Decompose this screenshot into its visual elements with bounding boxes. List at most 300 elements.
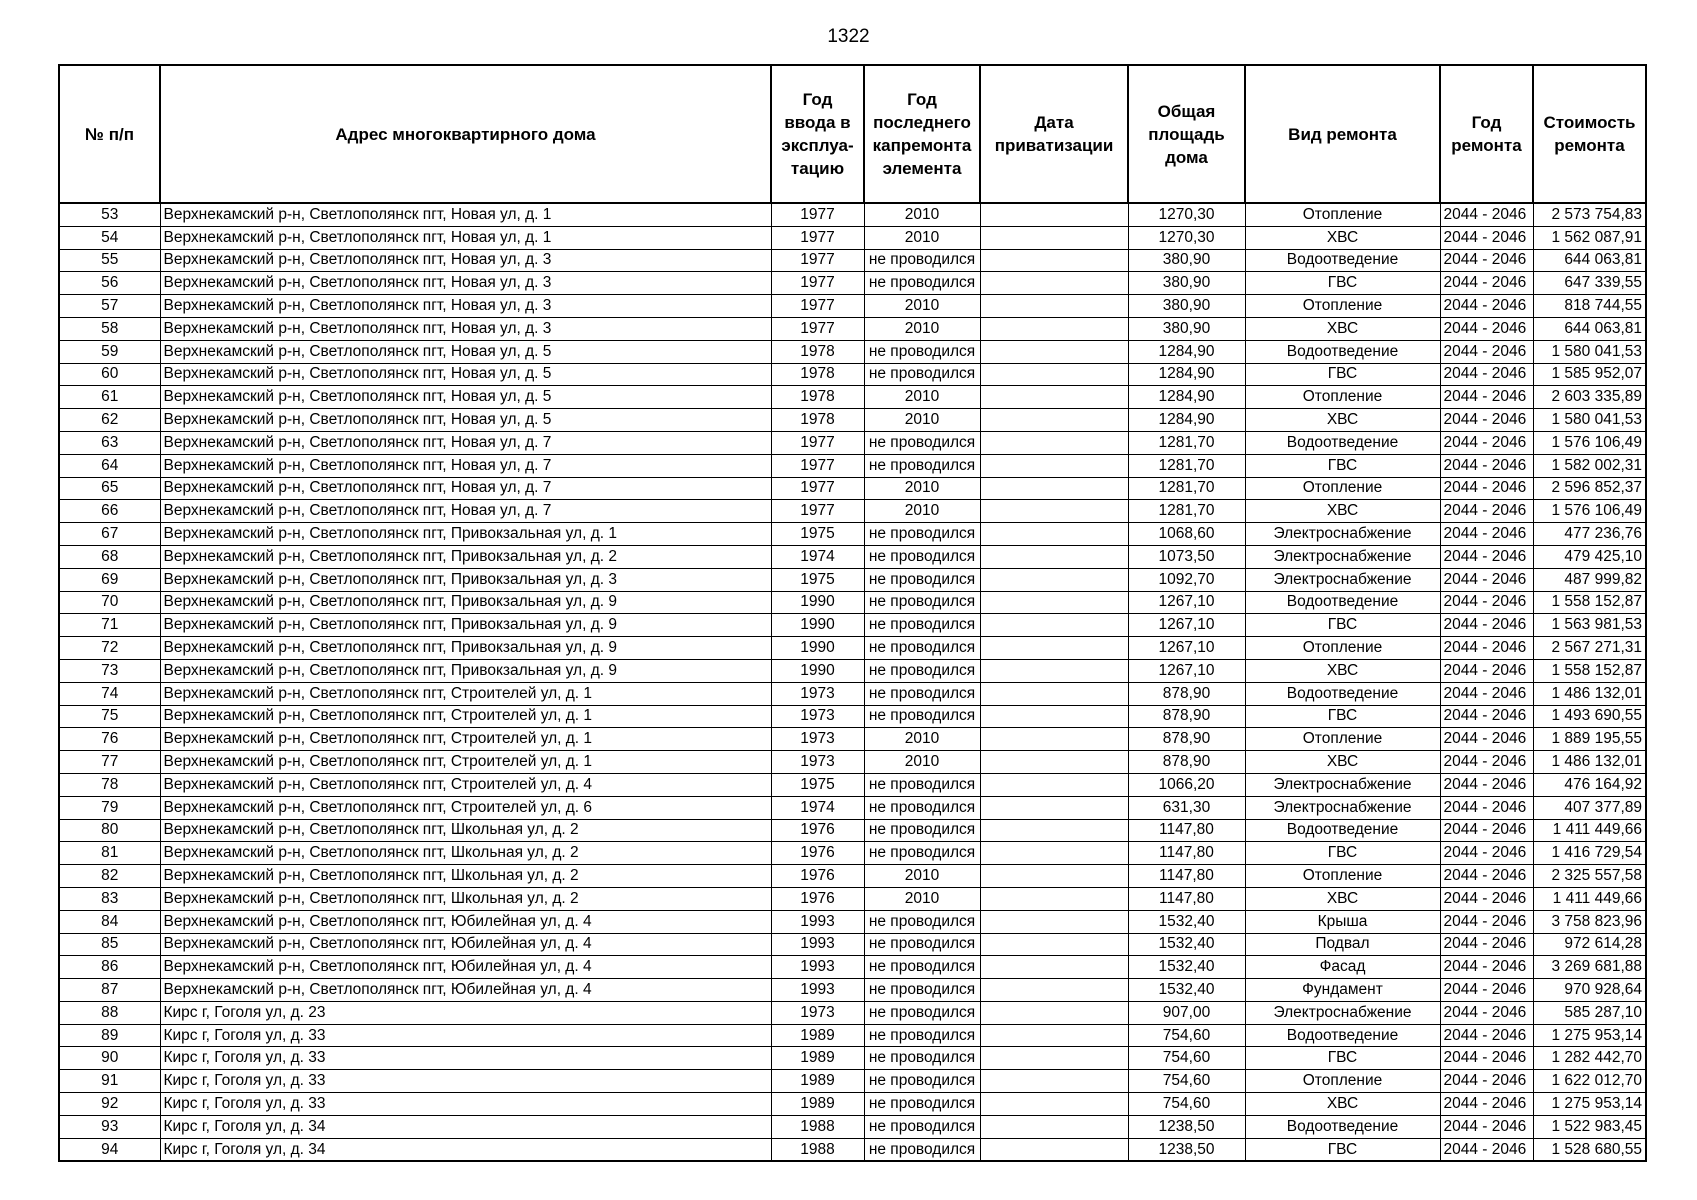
header-cost: Стоимость ремонта	[1533, 65, 1646, 203]
cell-address: Верхнекамский р-н, Светлополянск пгт, Юбилейная ул, д. 4	[160, 956, 771, 979]
cell-privatization	[980, 1115, 1128, 1138]
table-row	[59, 796, 1646, 819]
cell-num: 61	[59, 386, 160, 409]
table-row	[59, 910, 1646, 933]
cell-repair-type: Крыша	[1245, 910, 1440, 933]
cell-repair-type: Водоотведение	[1245, 682, 1440, 705]
cell-address: Верхнекамский р-н, Светлополянск пгт, Новая ул, д. 5	[160, 363, 771, 386]
cell-repair-year: 2044 - 2046	[1440, 568, 1533, 591]
cell-repair-year: 2044 - 2046	[1440, 865, 1533, 888]
cell-year-built: 1975	[771, 773, 864, 796]
cell-privatization	[980, 295, 1128, 318]
header-year-built: Год ввода в эксплуа- тацию	[771, 65, 864, 203]
cell-last-repair: 2010	[864, 500, 980, 523]
header-last-repair: Год последнего капремонта элемента	[864, 65, 980, 203]
cell-year-built: 1973	[771, 751, 864, 774]
cell-address: Верхнекамский р-н, Светлополянск пгт, Школьная ул, д. 2	[160, 819, 771, 842]
cell-year-built: 1989	[771, 1093, 864, 1116]
cell-num: 55	[59, 249, 160, 272]
cell-year-built: 1988	[771, 1115, 864, 1138]
cell-cost: 477 236,76	[1533, 523, 1646, 546]
cell-repair-year: 2044 - 2046	[1440, 272, 1533, 295]
cell-year-built: 1973	[771, 1001, 864, 1024]
table-row	[59, 249, 1646, 272]
cell-cost: 972 614,28	[1533, 933, 1646, 956]
cell-cost: 1 275 953,14	[1533, 1024, 1646, 1047]
cell-repair-year: 2044 - 2046	[1440, 1115, 1533, 1138]
cell-area: 1270,30	[1128, 226, 1245, 249]
cell-area: 1073,50	[1128, 545, 1245, 568]
cell-num: 82	[59, 865, 160, 888]
cell-repair-year: 2044 - 2046	[1440, 295, 1533, 318]
cell-repair-year: 2044 - 2046	[1440, 409, 1533, 432]
cell-privatization	[980, 545, 1128, 568]
cell-privatization	[980, 568, 1128, 591]
cell-area: 1147,80	[1128, 819, 1245, 842]
cell-area: 1147,80	[1128, 865, 1245, 888]
cell-privatization	[980, 910, 1128, 933]
header-repair-year: Год ремонта	[1440, 65, 1533, 203]
table-row	[59, 705, 1646, 728]
cell-privatization	[980, 317, 1128, 340]
cell-last-repair: не проводился	[864, 637, 980, 660]
cell-last-repair: не проводился	[864, 545, 980, 568]
cell-last-repair: 2010	[864, 317, 980, 340]
cell-privatization	[980, 819, 1128, 842]
cell-address: Верхнекамский р-н, Светлополянск пгт, Привокзальная ул, д. 9	[160, 637, 771, 660]
cell-repair-type: ГВС	[1245, 363, 1440, 386]
cell-repair-type: ГВС	[1245, 614, 1440, 637]
cell-address: Верхнекамский р-н, Светлополянск пгт, Новая ул, д. 5	[160, 386, 771, 409]
cell-address: Кирс г, Гоголя ул, д. 34	[160, 1115, 771, 1138]
cell-num: 91	[59, 1070, 160, 1093]
cell-cost: 644 063,81	[1533, 317, 1646, 340]
cell-privatization	[980, 1138, 1128, 1161]
cell-year-built: 1977	[771, 500, 864, 523]
cell-repair-type: ХВС	[1245, 887, 1440, 910]
cell-num: 63	[59, 431, 160, 454]
cell-privatization	[980, 203, 1128, 226]
cell-address: Верхнекамский р-н, Светлополянск пгт, Новая ул, д. 7	[160, 500, 771, 523]
cell-address: Верхнекамский р-н, Светлополянск пгт, Новая ул, д. 5	[160, 409, 771, 432]
cell-last-repair: 2010	[864, 203, 980, 226]
table-header	[59, 65, 1646, 203]
cell-cost: 1 576 106,49	[1533, 431, 1646, 454]
cell-repair-type: ГВС	[1245, 1138, 1440, 1161]
table-row	[59, 523, 1646, 546]
cell-year-built: 1977	[771, 454, 864, 477]
cell-address: Верхнекамский р-н, Светлополянск пгт, Новая ул, д. 1	[160, 226, 771, 249]
table-row	[59, 751, 1646, 774]
cell-privatization	[980, 340, 1128, 363]
cell-num: 81	[59, 842, 160, 865]
cell-area: 1270,30	[1128, 203, 1245, 226]
cell-privatization	[980, 979, 1128, 1002]
cell-address: Верхнекамский р-н, Светлополянск пгт, Привокзальная ул, д. 9	[160, 659, 771, 682]
cell-address: Верхнекамский р-н, Светлополянск пгт, Строителей ул, д. 1	[160, 728, 771, 751]
cell-num: 53	[59, 203, 160, 226]
cell-year-built: 1988	[771, 1138, 864, 1161]
cell-last-repair: не проводился	[864, 1093, 980, 1116]
cell-repair-type: ХВС	[1245, 1093, 1440, 1116]
cell-last-repair: 2010	[864, 409, 980, 432]
cell-repair-type: Отопление	[1245, 295, 1440, 318]
cell-repair-type: Подвал	[1245, 933, 1440, 956]
cell-area: 878,90	[1128, 682, 1245, 705]
cell-repair-type: Отопление	[1245, 1070, 1440, 1093]
cell-repair-type: Фундамент	[1245, 979, 1440, 1002]
cell-area: 1267,10	[1128, 659, 1245, 682]
cell-year-built: 1974	[771, 545, 864, 568]
cell-year-built: 1993	[771, 956, 864, 979]
cell-repair-type: Водоотведение	[1245, 591, 1440, 614]
cell-last-repair: не проводился	[864, 682, 980, 705]
cell-num: 92	[59, 1093, 160, 1116]
cell-last-repair: не проводился	[864, 249, 980, 272]
cell-address: Верхнекамский р-н, Светлополянск пгт, Строителей ул, д. 1	[160, 751, 771, 774]
table-row	[59, 1070, 1646, 1093]
cell-year-built: 1978	[771, 363, 864, 386]
cell-privatization	[980, 1024, 1128, 1047]
cell-cost: 1 585 952,07	[1533, 363, 1646, 386]
cell-num: 85	[59, 933, 160, 956]
table-row	[59, 295, 1646, 318]
cell-cost: 487 999,82	[1533, 568, 1646, 591]
cell-last-repair: не проводился	[864, 842, 980, 865]
cell-num: 79	[59, 796, 160, 819]
cell-year-built: 1976	[771, 887, 864, 910]
cell-cost: 1 528 680,55	[1533, 1138, 1646, 1161]
cell-area: 907,00	[1128, 1001, 1245, 1024]
cell-cost: 3 758 823,96	[1533, 910, 1646, 933]
cell-repair-year: 2044 - 2046	[1440, 1138, 1533, 1161]
cell-repair-type: Водоотведение	[1245, 431, 1440, 454]
cell-cost: 1 282 442,70	[1533, 1047, 1646, 1070]
cell-last-repair: не проводился	[864, 1001, 980, 1024]
cell-year-built: 1989	[771, 1047, 864, 1070]
cell-cost: 3 269 681,88	[1533, 956, 1646, 979]
table-row	[59, 431, 1646, 454]
cell-repair-year: 2044 - 2046	[1440, 637, 1533, 660]
cell-num: 70	[59, 591, 160, 614]
cell-privatization	[980, 1093, 1128, 1116]
cell-year-built: 1990	[771, 637, 864, 660]
cell-privatization	[980, 751, 1128, 774]
cell-last-repair: не проводился	[864, 1138, 980, 1161]
cell-repair-year: 2044 - 2046	[1440, 477, 1533, 500]
cell-repair-year: 2044 - 2046	[1440, 545, 1533, 568]
table-row	[59, 637, 1646, 660]
cell-repair-type: ГВС	[1245, 1047, 1440, 1070]
cell-area: 1532,40	[1128, 979, 1245, 1002]
cell-address: Верхнекамский р-н, Светлополянск пгт, Юбилейная ул, д. 4	[160, 910, 771, 933]
cell-area: 754,60	[1128, 1047, 1245, 1070]
cell-address: Верхнекамский р-н, Светлополянск пгт, Новая ул, д. 7	[160, 431, 771, 454]
cell-year-built: 1977	[771, 203, 864, 226]
cell-cost: 1 411 449,66	[1533, 819, 1646, 842]
cell-repair-year: 2044 - 2046	[1440, 842, 1533, 865]
cell-privatization	[980, 933, 1128, 956]
cell-repair-year: 2044 - 2046	[1440, 1093, 1533, 1116]
cell-cost: 2 603 335,89	[1533, 386, 1646, 409]
cell-year-built: 1977	[771, 295, 864, 318]
cell-cost: 2 596 852,37	[1533, 477, 1646, 500]
table-row	[59, 1138, 1646, 1161]
table-row	[59, 1093, 1646, 1116]
cell-repair-type: ХВС	[1245, 500, 1440, 523]
cell-num: 58	[59, 317, 160, 340]
cell-year-built: 1990	[771, 659, 864, 682]
cell-address: Верхнекамский р-н, Светлополянск пгт, Строителей ул, д. 1	[160, 705, 771, 728]
cell-privatization	[980, 454, 1128, 477]
table-body	[59, 203, 1646, 1161]
cell-last-repair: не проводился	[864, 705, 980, 728]
cell-repair-type: Водоотведение	[1245, 340, 1440, 363]
cell-year-built: 1976	[771, 819, 864, 842]
cell-year-built: 1990	[771, 614, 864, 637]
cell-area: 1281,70	[1128, 477, 1245, 500]
cell-area: 1066,20	[1128, 773, 1245, 796]
cell-repair-year: 2044 - 2046	[1440, 500, 1533, 523]
cell-last-repair: не проводился	[864, 454, 980, 477]
cell-year-built: 1976	[771, 842, 864, 865]
cell-num: 78	[59, 773, 160, 796]
cell-address: Верхнекамский р-н, Светлополянск пгт, Привокзальная ул, д. 9	[160, 614, 771, 637]
cell-num: 88	[59, 1001, 160, 1024]
cell-area: 1284,90	[1128, 409, 1245, 432]
table-row	[59, 819, 1646, 842]
cell-cost: 476 164,92	[1533, 773, 1646, 796]
cell-address: Верхнекамский р-н, Светлополянск пгт, Школьная ул, д. 2	[160, 865, 771, 888]
cell-num: 84	[59, 910, 160, 933]
cell-area: 878,90	[1128, 728, 1245, 751]
cell-area: 1092,70	[1128, 568, 1245, 591]
cell-last-repair: 2010	[864, 226, 980, 249]
cell-repair-year: 2044 - 2046	[1440, 1024, 1533, 1047]
cell-repair-year: 2044 - 2046	[1440, 819, 1533, 842]
table-row	[59, 386, 1646, 409]
cell-repair-year: 2044 - 2046	[1440, 659, 1533, 682]
table-row	[59, 614, 1646, 637]
cell-year-built: 1990	[771, 591, 864, 614]
cell-last-repair: 2010	[864, 728, 980, 751]
cell-cost: 1 493 690,55	[1533, 705, 1646, 728]
cell-cost: 1 522 983,45	[1533, 1115, 1646, 1138]
table-row	[59, 363, 1646, 386]
cell-repair-year: 2044 - 2046	[1440, 979, 1533, 1002]
cell-repair-year: 2044 - 2046	[1440, 705, 1533, 728]
cell-last-repair: не проводился	[864, 523, 980, 546]
cell-year-built: 1976	[771, 865, 864, 888]
cell-num: 67	[59, 523, 160, 546]
cell-address: Верхнекамский р-н, Светлополянск пгт, Новая ул, д. 1	[160, 203, 771, 226]
cell-last-repair: не проводился	[864, 979, 980, 1002]
cell-address: Верхнекамский р-н, Светлополянск пгт, Строителей ул, д. 6	[160, 796, 771, 819]
cell-repair-type: Водоотведение	[1245, 1115, 1440, 1138]
cell-privatization	[980, 477, 1128, 500]
cell-num: 73	[59, 659, 160, 682]
cell-cost: 407 377,89	[1533, 796, 1646, 819]
cell-area: 878,90	[1128, 705, 1245, 728]
cell-repair-year: 2044 - 2046	[1440, 226, 1533, 249]
cell-repair-type: Водоотведение	[1245, 1024, 1440, 1047]
table-row	[59, 1001, 1646, 1024]
cell-num: 60	[59, 363, 160, 386]
cell-repair-type: ГВС	[1245, 842, 1440, 865]
cell-repair-year: 2044 - 2046	[1440, 454, 1533, 477]
cell-year-built: 1993	[771, 979, 864, 1002]
table-row	[59, 454, 1646, 477]
cell-cost: 1 576 106,49	[1533, 500, 1646, 523]
header-address: Адрес многоквартирного дома	[160, 65, 771, 203]
cell-repair-type: ГВС	[1245, 272, 1440, 295]
cell-last-repair: не проводился	[864, 910, 980, 933]
cell-privatization	[980, 1047, 1128, 1070]
cell-repair-year: 2044 - 2046	[1440, 910, 1533, 933]
cell-area: 1284,90	[1128, 340, 1245, 363]
cell-repair-type: Электроснабжение	[1245, 773, 1440, 796]
cell-privatization	[980, 523, 1128, 546]
cell-privatization	[980, 842, 1128, 865]
cell-privatization	[980, 796, 1128, 819]
cell-num: 62	[59, 409, 160, 432]
cell-num: 75	[59, 705, 160, 728]
cell-num: 80	[59, 819, 160, 842]
cell-area: 1284,90	[1128, 363, 1245, 386]
cell-privatization	[980, 659, 1128, 682]
cell-last-repair: не проводился	[864, 1047, 980, 1070]
cell-area: 754,60	[1128, 1024, 1245, 1047]
cell-num: 68	[59, 545, 160, 568]
cell-privatization	[980, 614, 1128, 637]
cell-repair-year: 2044 - 2046	[1440, 523, 1533, 546]
cell-cost: 1 275 953,14	[1533, 1093, 1646, 1116]
cell-cost: 2 567 271,31	[1533, 637, 1646, 660]
cell-area: 1281,70	[1128, 454, 1245, 477]
cell-year-built: 1975	[771, 568, 864, 591]
cell-area: 380,90	[1128, 295, 1245, 318]
cell-num: 93	[59, 1115, 160, 1138]
header-repair-type: Вид ремонта	[1245, 65, 1440, 203]
cell-privatization	[980, 363, 1128, 386]
cell-last-repair: не проводился	[864, 431, 980, 454]
cell-last-repair: не проводился	[864, 340, 980, 363]
cell-num: 89	[59, 1024, 160, 1047]
cell-address: Верхнекамский р-н, Светлополянск пгт, Юбилейная ул, д. 4	[160, 933, 771, 956]
header-num: № п/п	[59, 65, 160, 203]
cell-last-repair: не проводился	[864, 614, 980, 637]
cell-year-built: 1978	[771, 340, 864, 363]
cell-last-repair: 2010	[864, 477, 980, 500]
cell-privatization	[980, 705, 1128, 728]
cell-privatization	[980, 386, 1128, 409]
cell-privatization	[980, 500, 1128, 523]
cell-num: 59	[59, 340, 160, 363]
cell-address: Кирс г, Гоголя ул, д. 33	[160, 1093, 771, 1116]
header-privatization: Дата приватизации	[980, 65, 1128, 203]
cell-year-built: 1989	[771, 1024, 864, 1047]
cell-num: 56	[59, 272, 160, 295]
cell-repair-year: 2044 - 2046	[1440, 796, 1533, 819]
cell-num: 94	[59, 1138, 160, 1161]
cell-privatization	[980, 728, 1128, 751]
cell-repair-type: Фасад	[1245, 956, 1440, 979]
cell-address: Верхнекамский р-н, Светлополянск пгт, Привокзальная ул, д. 1	[160, 523, 771, 546]
cell-num: 65	[59, 477, 160, 500]
cell-privatization	[980, 249, 1128, 272]
cell-repair-year: 2044 - 2046	[1440, 933, 1533, 956]
cell-area: 878,90	[1128, 751, 1245, 774]
cell-num: 86	[59, 956, 160, 979]
cell-year-built: 1977	[771, 249, 864, 272]
cell-area: 631,30	[1128, 796, 1245, 819]
cell-repair-year: 2044 - 2046	[1440, 751, 1533, 774]
cell-area: 754,60	[1128, 1093, 1245, 1116]
cell-area: 380,90	[1128, 317, 1245, 340]
table-row	[59, 317, 1646, 340]
cell-num: 76	[59, 728, 160, 751]
cell-cost: 1 580 041,53	[1533, 340, 1646, 363]
cell-year-built: 1977	[771, 431, 864, 454]
cell-area: 1532,40	[1128, 910, 1245, 933]
cell-num: 83	[59, 887, 160, 910]
cell-last-repair: не проводился	[864, 819, 980, 842]
table-row	[59, 979, 1646, 1002]
cell-privatization	[980, 887, 1128, 910]
cell-repair-year: 2044 - 2046	[1440, 887, 1533, 910]
cell-year-built: 1973	[771, 705, 864, 728]
cell-address: Верхнекамский р-н, Светлополянск пгт, Школьная ул, д. 2	[160, 887, 771, 910]
table-row	[59, 500, 1646, 523]
cell-repair-year: 2044 - 2046	[1440, 363, 1533, 386]
table-row	[59, 659, 1646, 682]
cell-area: 1147,80	[1128, 842, 1245, 865]
cell-cost: 1 580 041,53	[1533, 409, 1646, 432]
cell-area: 1532,40	[1128, 956, 1245, 979]
table-row	[59, 272, 1646, 295]
cell-address: Кирс г, Гоголя ул, д. 33	[160, 1070, 771, 1093]
cell-cost: 1 562 087,91	[1533, 226, 1646, 249]
cell-cost: 2 573 754,83	[1533, 203, 1646, 226]
cell-num: 66	[59, 500, 160, 523]
cell-cost: 644 063,81	[1533, 249, 1646, 272]
cell-year-built: 1973	[771, 728, 864, 751]
cell-privatization	[980, 409, 1128, 432]
table-row	[59, 728, 1646, 751]
cell-num: 72	[59, 637, 160, 660]
table-row	[59, 865, 1646, 888]
cell-year-built: 1974	[771, 796, 864, 819]
cell-last-repair: не проводился	[864, 591, 980, 614]
cell-last-repair: не проводился	[864, 933, 980, 956]
cell-last-repair: не проводился	[864, 272, 980, 295]
cell-privatization	[980, 1070, 1128, 1093]
table-row	[59, 409, 1646, 432]
cell-privatization	[980, 956, 1128, 979]
cell-repair-type: Электроснабжение	[1245, 1001, 1440, 1024]
cell-repair-year: 2044 - 2046	[1440, 1070, 1533, 1093]
cell-privatization	[980, 591, 1128, 614]
cell-area: 1068,60	[1128, 523, 1245, 546]
cell-address: Верхнекамский р-н, Светлополянск пгт, Новая ул, д. 3	[160, 317, 771, 340]
cell-cost: 1 889 195,55	[1533, 728, 1646, 751]
cell-repair-type: ГВС	[1245, 705, 1440, 728]
cell-cost: 1 486 132,01	[1533, 682, 1646, 705]
table-row	[59, 568, 1646, 591]
cell-repair-type: Электроснабжение	[1245, 568, 1440, 591]
cell-repair-type: ХВС	[1245, 317, 1440, 340]
table-row	[59, 842, 1646, 865]
